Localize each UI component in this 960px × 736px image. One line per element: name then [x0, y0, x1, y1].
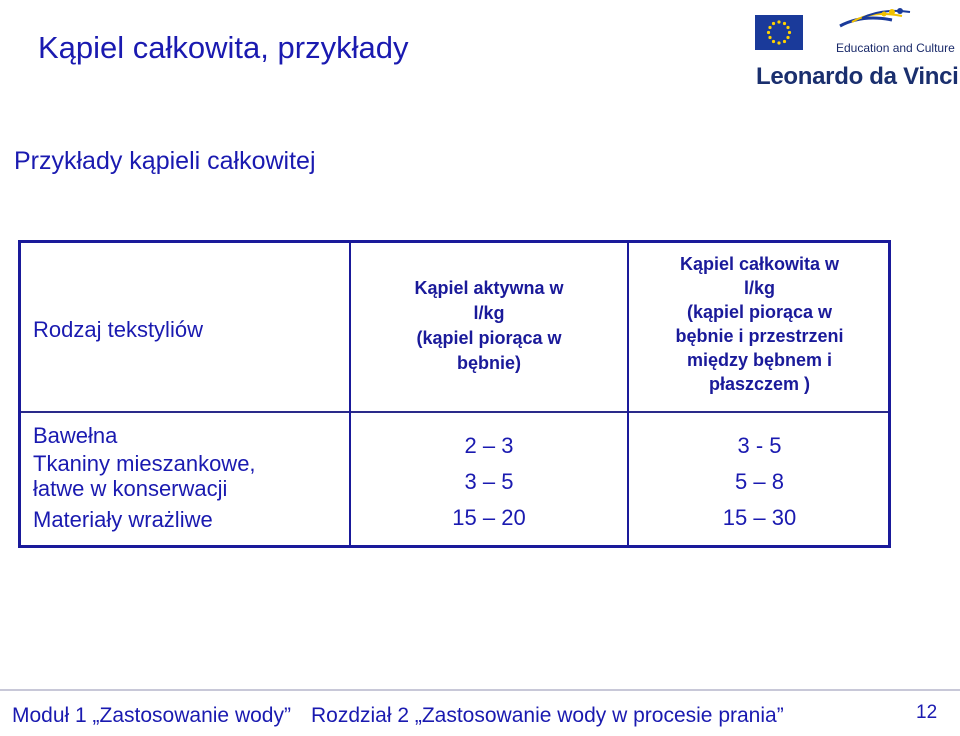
- active-header-line: (kąpiel piorąca w: [416, 328, 562, 348]
- textile-delicate: Materiały wrażliwe: [33, 507, 213, 532]
- bath-table: [18, 240, 891, 548]
- program-name: Education and Culture: [836, 41, 955, 55]
- textile-blend: Tkaniny mieszankowe,: [33, 451, 256, 476]
- footer-divider: [0, 689, 960, 691]
- active-bath-header: [351, 276, 627, 376]
- total-value: 5 – 8: [735, 469, 784, 494]
- total-bath-header: [629, 252, 890, 396]
- slide-subtitle: Przykłady kąpieli całkowitej: [14, 147, 316, 175]
- textile-column: [21, 243, 349, 545]
- textile-blend-line2: łatwe w konserwacji: [33, 476, 228, 501]
- page-number: 12: [916, 702, 938, 723]
- footer-chapter: Rozdział 2 „Zastosowanie wody w procesie prania”: [310, 704, 784, 727]
- active-header-line: Kąpiel aktywna w: [414, 278, 564, 298]
- leonardo-logo: [752, 6, 957, 98]
- active-bath-column: [349, 243, 627, 545]
- total-header-line: między bębnem i: [686, 350, 833, 370]
- total-header-line: Kąpiel całkowita w: [679, 254, 840, 274]
- total-header-line: (kąpiel piorąca w: [686, 302, 833, 322]
- active-values: [351, 428, 627, 536]
- active-value: 15 – 20: [452, 505, 526, 530]
- total-header-line: l/kg: [743, 278, 775, 298]
- total-value: 15 – 30: [722, 505, 797, 530]
- total-header-line: płaszczem ): [708, 374, 811, 394]
- total-header-line: bębnie i przestrzeni: [675, 326, 844, 346]
- total-values: [629, 428, 890, 536]
- active-value: 3 – 5: [464, 469, 514, 494]
- slide-title: Kąpiel całkowita, przykłady: [38, 30, 409, 65]
- active-header-line: l/kg: [473, 303, 505, 323]
- active-header-line: bębnie): [456, 353, 521, 373]
- logo-name: Leonardo da Vinci: [756, 63, 959, 90]
- eu-flag-icon: [755, 15, 803, 50]
- total-bath-column: [627, 243, 890, 545]
- textile-cotton: Bawełna: [33, 423, 118, 448]
- total-value: 3 - 5: [737, 433, 782, 458]
- footer-text: [12, 704, 784, 728]
- active-value: 2 – 3: [464, 433, 514, 458]
- textile-list: [33, 421, 256, 535]
- textile-header: Rodzaj tekstyliów: [33, 317, 203, 342]
- birds-icon: [832, 6, 922, 36]
- footer-module: Moduł 1 „Zastosowanie wody”: [12, 704, 291, 727]
